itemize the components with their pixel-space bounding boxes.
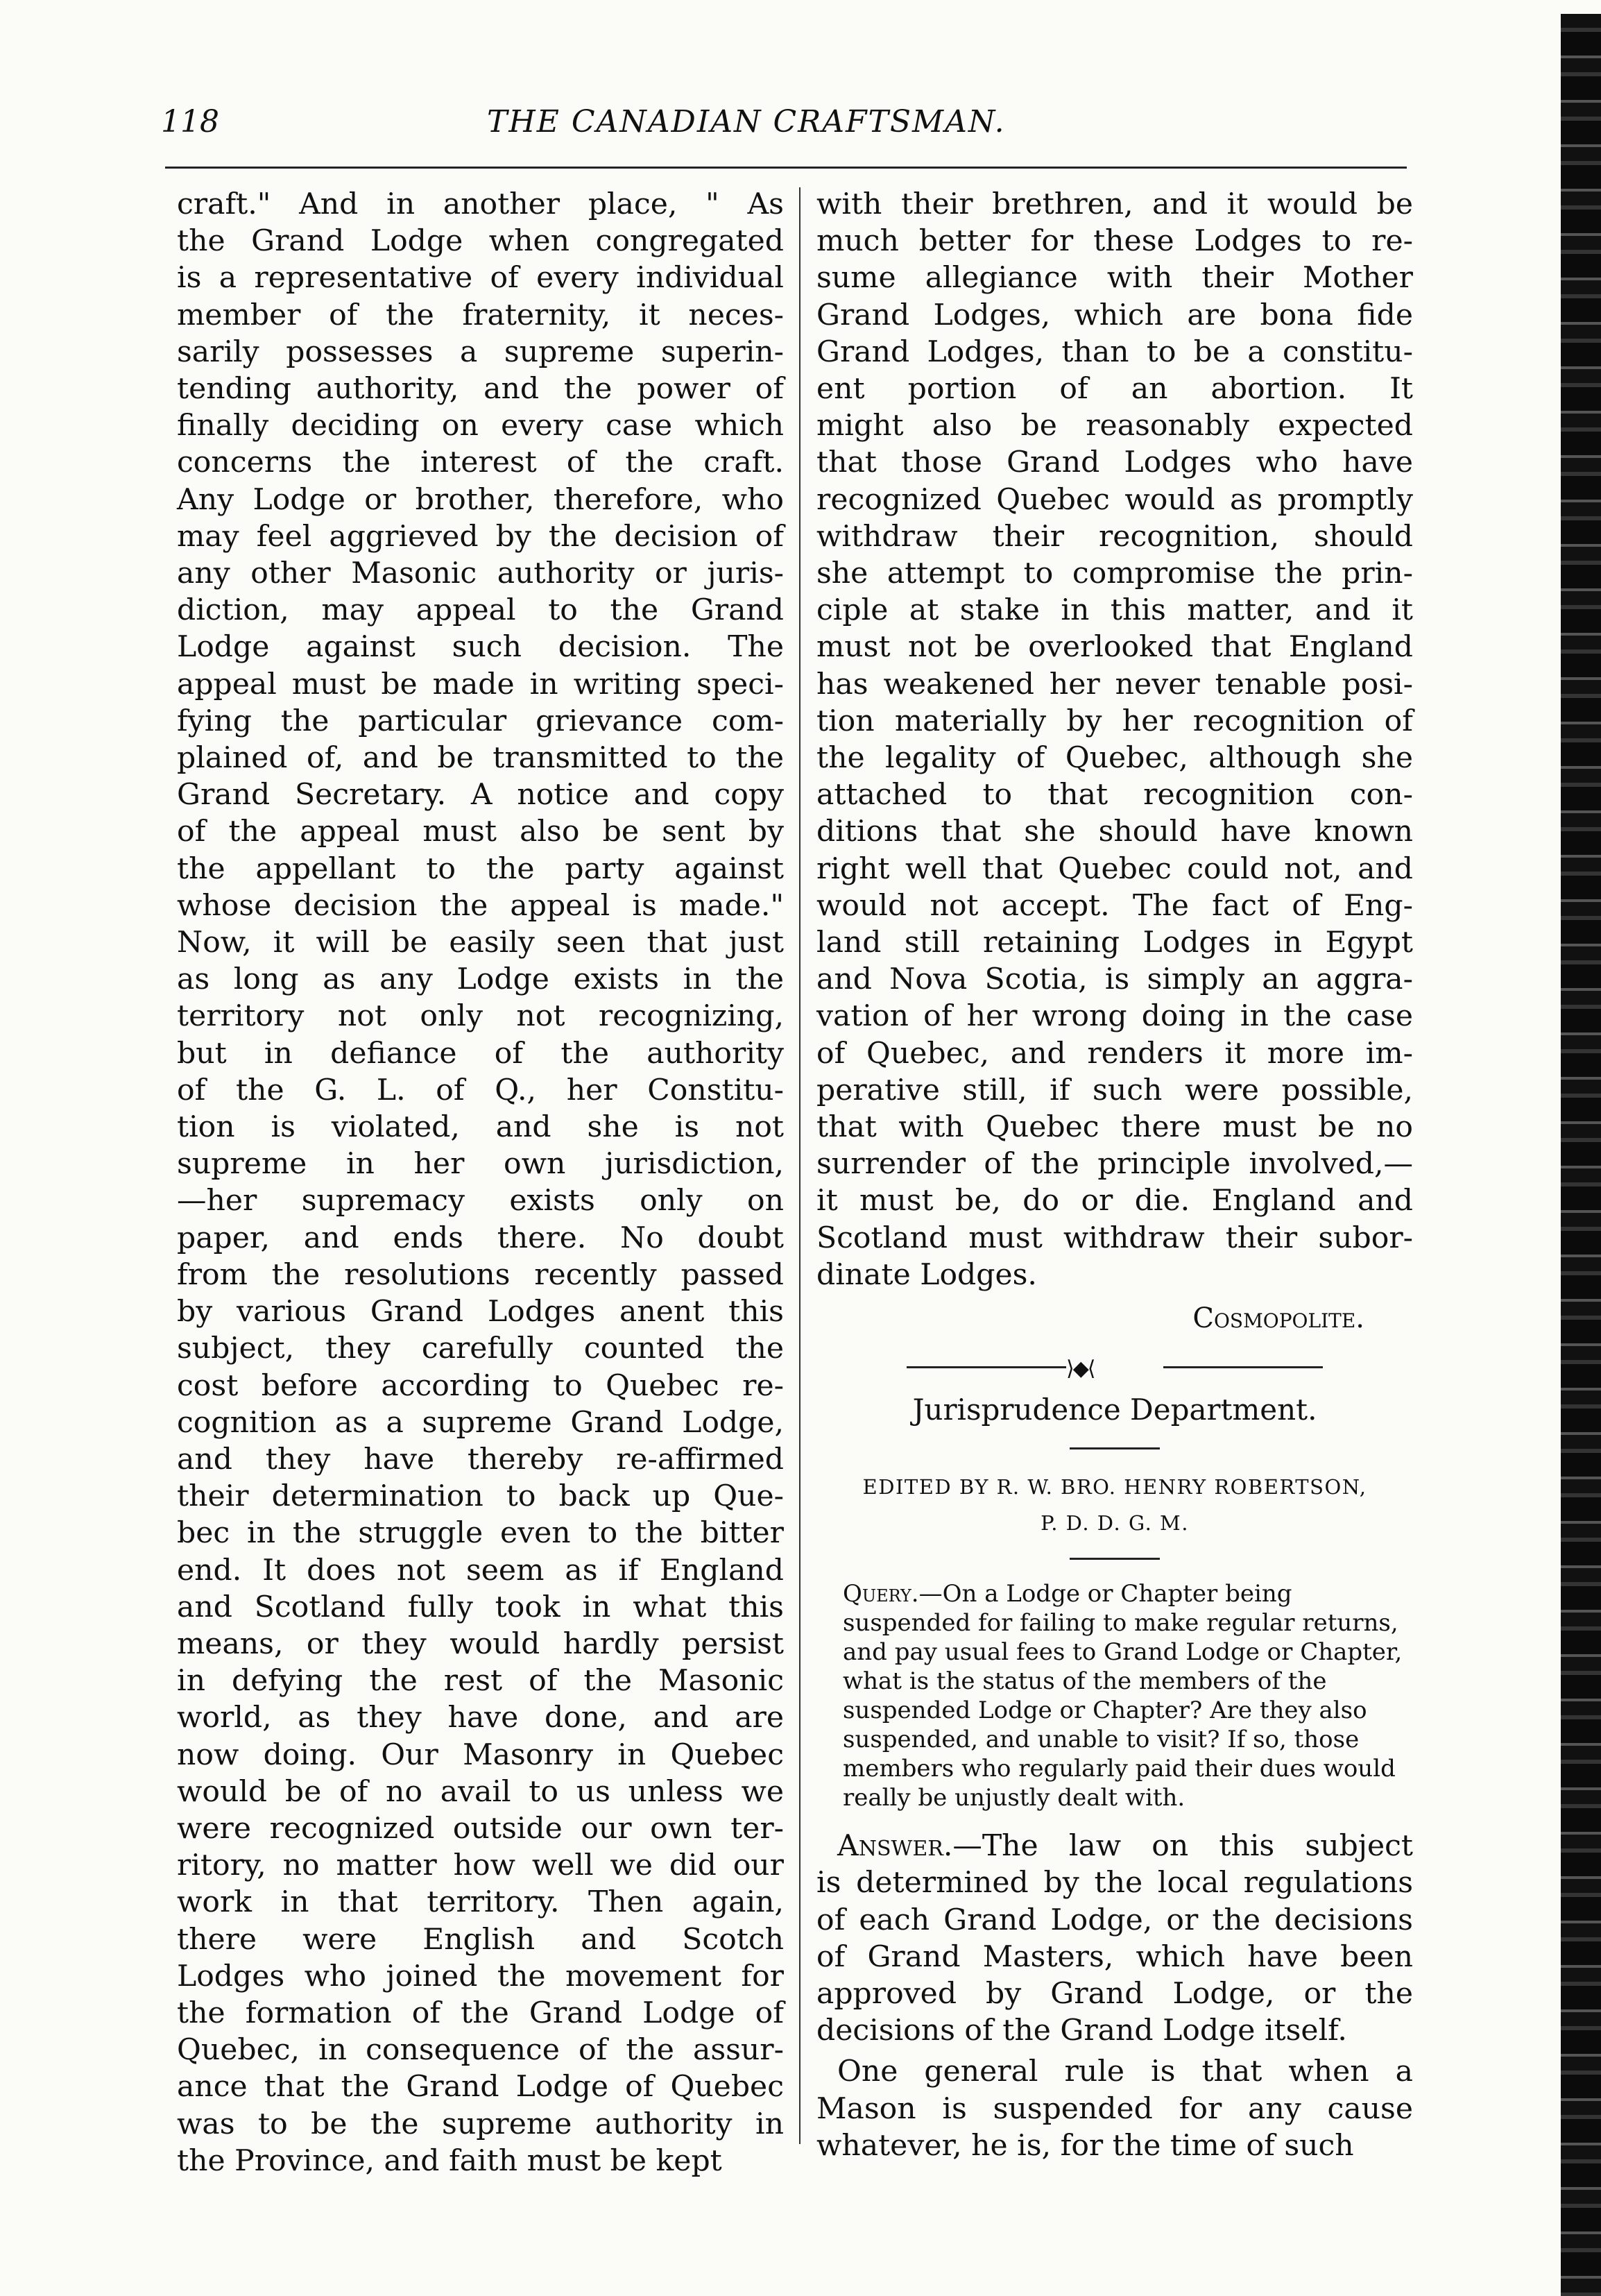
text-line: was to be the supreme authority in: [177, 2107, 784, 2141]
answer-text: —The law on this subject: [952, 1829, 1413, 1864]
section-ornament: ⟩◆⟨: [816, 1360, 1413, 1374]
text-line: that with Quebec there must be no: [816, 1110, 1413, 1145]
text-line: Grand Secretary. A notice and copy: [177, 778, 784, 813]
text-line: supreme in her own jurisdiction,: [177, 1147, 784, 1182]
text-line: Grand Lodges, which are bona fide: [816, 298, 1413, 332]
text-line: much better for these Lodges to re-: [816, 224, 1413, 259]
text-line: land still retaining Lodges in Egypt: [816, 926, 1413, 960]
answer-line: [816, 1828, 1413, 1864]
text-line: end. It does not seem as if England: [177, 1553, 784, 1588]
text-line: Lodge against such decision. The: [177, 630, 784, 665]
query-paragraph: [816, 1579, 1413, 1812]
answer-paragraph: [816, 1828, 1413, 2049]
text-line: and they have thereby re-affirmed: [177, 1442, 784, 1477]
text-line: territory not only not recognizing,: [177, 999, 784, 1034]
text-line: dinate Lodges.: [816, 1257, 1037, 1292]
text-line: the legality of Quebec, although she: [816, 741, 1413, 776]
left-column: [177, 186, 784, 2179]
text-line: paper, and ends there. No doubt: [177, 1221, 784, 1255]
section-title: Jurisprudence Department.: [912, 1393, 1317, 1427]
text-line: fying the particular grievance com-: [177, 704, 784, 738]
closing-line: One general rule is that when a: [837, 2055, 1413, 2089]
closing-line: whatever, he is, for the time of such: [816, 2128, 1354, 2163]
text-line: sume allegiance with their Mother: [816, 261, 1413, 296]
text-line: cognition as a supreme Grand Lodge,: [177, 1405, 784, 1440]
text-line: it must be, do or die. England and: [816, 1184, 1413, 1218]
text-line: would not accept. The fact of Eng-: [816, 888, 1413, 923]
text-line: has weakened her never tenable posi-: [816, 667, 1413, 701]
editor-rule: [1070, 1558, 1160, 1560]
text-line: ance that the Grand Lodge of Quebec: [177, 2070, 784, 2104]
text-line: and Scotland fully took in what this: [177, 1590, 784, 1624]
text-line: in defying the rest of the Masonic: [177, 1664, 784, 1699]
text-line: that those Grand Lodges who have: [816, 445, 1413, 480]
text-line: surrender of the principle involved,—: [816, 1147, 1413, 1182]
text-line: of the G. L. of Q., her Constitu-: [177, 1073, 784, 1107]
author-signature: Cosmopolite.: [1192, 1302, 1364, 1335]
text-line: tion is violated, and she is not: [177, 1110, 784, 1145]
text-line: and Nova Scotia, is simply an aggra-: [816, 962, 1413, 997]
text-line: means, or they would hardly persist: [177, 1626, 784, 1661]
running-title: THE CANADIAN CRAFTSMAN.: [487, 104, 1006, 139]
answer-line: of Grand Masters, which have been: [816, 1939, 1413, 1974]
text-line: Any Lodge or brother, therefore, who: [177, 482, 784, 517]
text-line: ciple at stake in this matter, and it: [816, 593, 1413, 628]
text-line: ditions that she should have known: [816, 815, 1413, 849]
text-line: Scotland must withdraw their subor-: [816, 1221, 1413, 1255]
page-header: [161, 104, 1410, 160]
answer-label: Answer.: [837, 1829, 953, 1864]
text-line: whose decision the appeal is made.": [177, 888, 784, 923]
right-column: [816, 186, 1413, 2164]
page-edge-shadow: [1561, 14, 1601, 2296]
page-number: 118: [161, 104, 219, 139]
text-line: plained of, and be transmitted to the: [177, 741, 784, 776]
text-line: sarily possesses a supreme superin-: [177, 334, 784, 369]
answer-line: approved by Grand Lodge, or the: [816, 1976, 1413, 2011]
text-line: bec in the struggle even to the bitter: [177, 1516, 784, 1551]
text-line: finally deciding on every case which: [177, 409, 784, 443]
text-line: now doing. Our Masonry in Quebec: [177, 1737, 784, 1772]
text-line: there were English and Scotch: [177, 1922, 784, 1957]
title-rule: [1070, 1447, 1160, 1449]
editor-credit: EDITED BY R. W. BRO. HENRY ROBERTSON,: [862, 1475, 1367, 1499]
text-line: Lodges who joined the movement for: [177, 1959, 784, 1993]
answer-line: of each Grand Lodge, or the decisions: [816, 1903, 1413, 1937]
text-line: would be of no avail to us unless we: [177, 1774, 784, 1809]
query-label: Query.: [843, 1580, 919, 1608]
text-line: craft." And in another place, " As: [177, 187, 784, 221]
text-line: of the appeal must also be sent by: [177, 815, 784, 849]
answer-lines: [816, 1828, 1413, 2049]
text-line: with their brethren, and it would be: [816, 187, 1413, 221]
text-line: attached to that recognition con-: [816, 778, 1413, 813]
text-line: appeal must be made in writing speci-: [177, 667, 784, 701]
text-line: their determination to back up Que-: [177, 1479, 784, 1514]
text-line: she attempt to compromise the prin-: [816, 556, 1413, 591]
text-line: member of the fraternity, it neces-: [177, 298, 784, 332]
text-line: concerns the interest of the craft.: [177, 445, 784, 480]
header-rule: [165, 167, 1407, 169]
text-line: diction, may appeal to the Grand: [177, 593, 784, 628]
closing-paragraph: [816, 2053, 1413, 2164]
text-line: ent portion of an abortion. It: [816, 372, 1413, 407]
text-line: —her supremacy exists only on: [177, 1184, 784, 1218]
text-line: tending authority, and the power of: [177, 372, 784, 407]
text-line: subject, they carefully counted the: [177, 1332, 784, 1366]
text-line: withdraw their recognition, should: [816, 519, 1413, 554]
text-line: might also be reasonably expected: [816, 409, 1413, 443]
closing-line: Mason is suspended for any cause: [816, 2091, 1413, 2126]
text-line: right well that Quebec could not, and: [816, 851, 1413, 886]
column-divider: [799, 187, 800, 2144]
editor-title: P. D. D. G. M.: [1041, 1511, 1189, 1536]
text-line: may feel aggrieved by the decision of: [177, 519, 784, 554]
text-line: Grand Lodges, than to be a constitu-: [816, 334, 1413, 369]
text-line: as long as any Lodge exists in the: [177, 962, 784, 997]
text-line: tion materially by her recognition of: [816, 704, 1413, 738]
text-line: of Quebec, and renders it more im-: [816, 1036, 1413, 1071]
text-line: Quebec, in consequence of the assur-: [177, 2033, 784, 2068]
text-line: the Grand Lodge when congregated: [177, 224, 784, 259]
text-line: any other Masonic authority or juris-: [177, 556, 784, 591]
text-line: Now, it will be easily seen that just: [177, 926, 784, 960]
text-line: perative still, if such were possible,: [816, 1073, 1413, 1107]
text-line: ritory, no matter how well we did our: [177, 1848, 784, 1883]
text-line: cost before according to Quebec re-: [177, 1368, 784, 1403]
text-line: vation of her wrong doing in the case: [816, 999, 1413, 1034]
text-line: the formation of the Grand Lodge of: [177, 1996, 784, 2030]
right-column-body: [816, 186, 1413, 1293]
text-line: but in defiance of the authority: [177, 1036, 784, 1071]
text-line: is a representative of every individual: [177, 261, 784, 296]
text-line: world, as they have done, and are: [177, 1701, 784, 1735]
text-line: from the resolutions recently passed: [177, 1257, 784, 1292]
text-line: the appellant to the party against: [177, 851, 784, 886]
text-line: must not be overlooked that England: [816, 630, 1413, 665]
query-text: —On a Lodge or Chapter being suspended for failing to make regular returns, and pay usual fees to Grand Lodge or Chapter, what is the status of the members of the suspended Lodge or Chapter? Are they also suspended, and unable to visit? If so, those members who regularly paid their dues would really be unjustly dealt with.: [843, 1580, 1403, 1812]
text-line: the Province, and faith must be kept: [177, 2143, 722, 2178]
text-line: by various Grand Lodges anent this: [177, 1295, 784, 1329]
text-line: recognized Quebec would as promptly: [816, 482, 1413, 517]
answer-line: is determined by the local regulations: [816, 1866, 1413, 1900]
text-line: were recognized outside our own ter-: [177, 1811, 784, 1846]
answer-line: decisions of the Grand Lodge itself.: [816, 2014, 1347, 2048]
text-line: work in that territory. Then again,: [177, 1885, 784, 1920]
